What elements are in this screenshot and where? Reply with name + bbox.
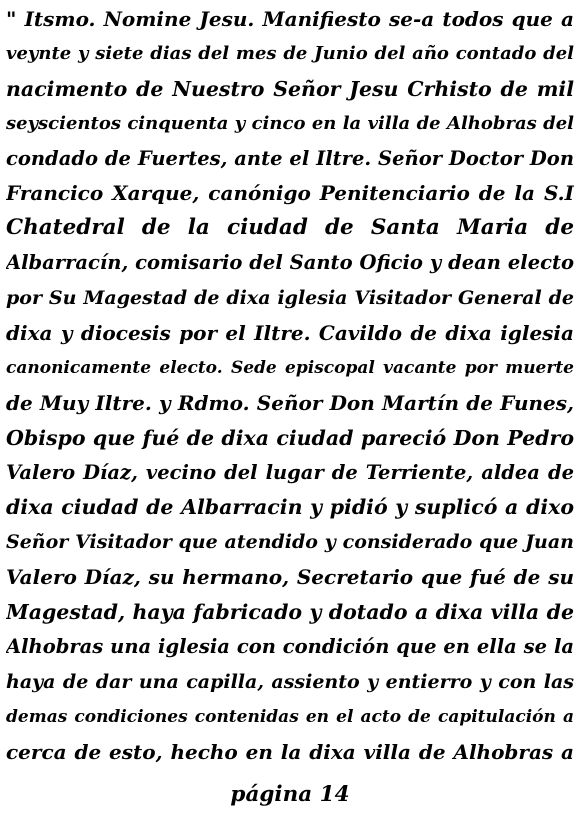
- text-line: Alhobras una iglesia con condición que en ella se la: [6, 635, 574, 659]
- text-line: haya de dar una capilla, assiento y entierro y con las: [6, 670, 574, 693]
- text-line: Valero Díaz, su hermano, Secretario que fué de su: [6, 565, 574, 590]
- text-line: cerca de esto, hecho en la dixa villa de Alhobras a: [6, 739, 574, 764]
- text-line: demas condiciones contenidas en el acto de capitulación a: [6, 706, 574, 727]
- text-line: Valero Díaz, vecino del lugar de Terriente, aldea de: [6, 460, 574, 484]
- text-line: Obispo que fué de dixa ciudad pareció Don Pedro: [6, 425, 574, 450]
- text-line: Francico Xarque, canónigo Penitenciario de la S.I: [6, 181, 574, 206]
- text-line: de Muy Iltre. y Rdmo. Señor Don Martín de Funes,: [6, 390, 574, 415]
- text-line: veynte y siete dias del mes de Junio del año contado del: [6, 42, 574, 64]
- text-line: Señor Visitador que atendido y considerado que Juan: [6, 531, 574, 554]
- page-number: página 14: [230, 782, 350, 807]
- text-line: nacimento de Nuestro Señor Jesu Crhisto de mil: [6, 76, 574, 101]
- text-line: seyscientos cinquenta y cinco en la villa de Alhobras del: [6, 112, 574, 134]
- text-line: Chatedral de la ciudad de Santa Maria de: [6, 215, 574, 241]
- text-line: " Itsmo. Nomine Jesu. Manifiesto se-a todos que a: [6, 7, 574, 31]
- text-line: canonicamente electo. Sede episcopal vacante por muerte: [6, 357, 574, 378]
- text-line: condado de Fuertes, ante el Iltre. Señor Doctor Don: [6, 146, 574, 170]
- body-text: [6, 2, 574, 770]
- text-line: dixa y diocesis por el Iltre. Cavildo de dixa iglesia: [6, 321, 574, 346]
- text-line: por Su Magestad de dixa iglesia Visitador General de: [6, 287, 574, 310]
- text-line: Magestad, haya fabricado y dotado a dixa villa de: [6, 600, 574, 625]
- text-line: Albarracín, comisario del Santo Oficio y dean electo: [6, 251, 574, 275]
- text-line: dixa ciudad de Albarracin y pidió y suplicó a dixo: [6, 495, 574, 520]
